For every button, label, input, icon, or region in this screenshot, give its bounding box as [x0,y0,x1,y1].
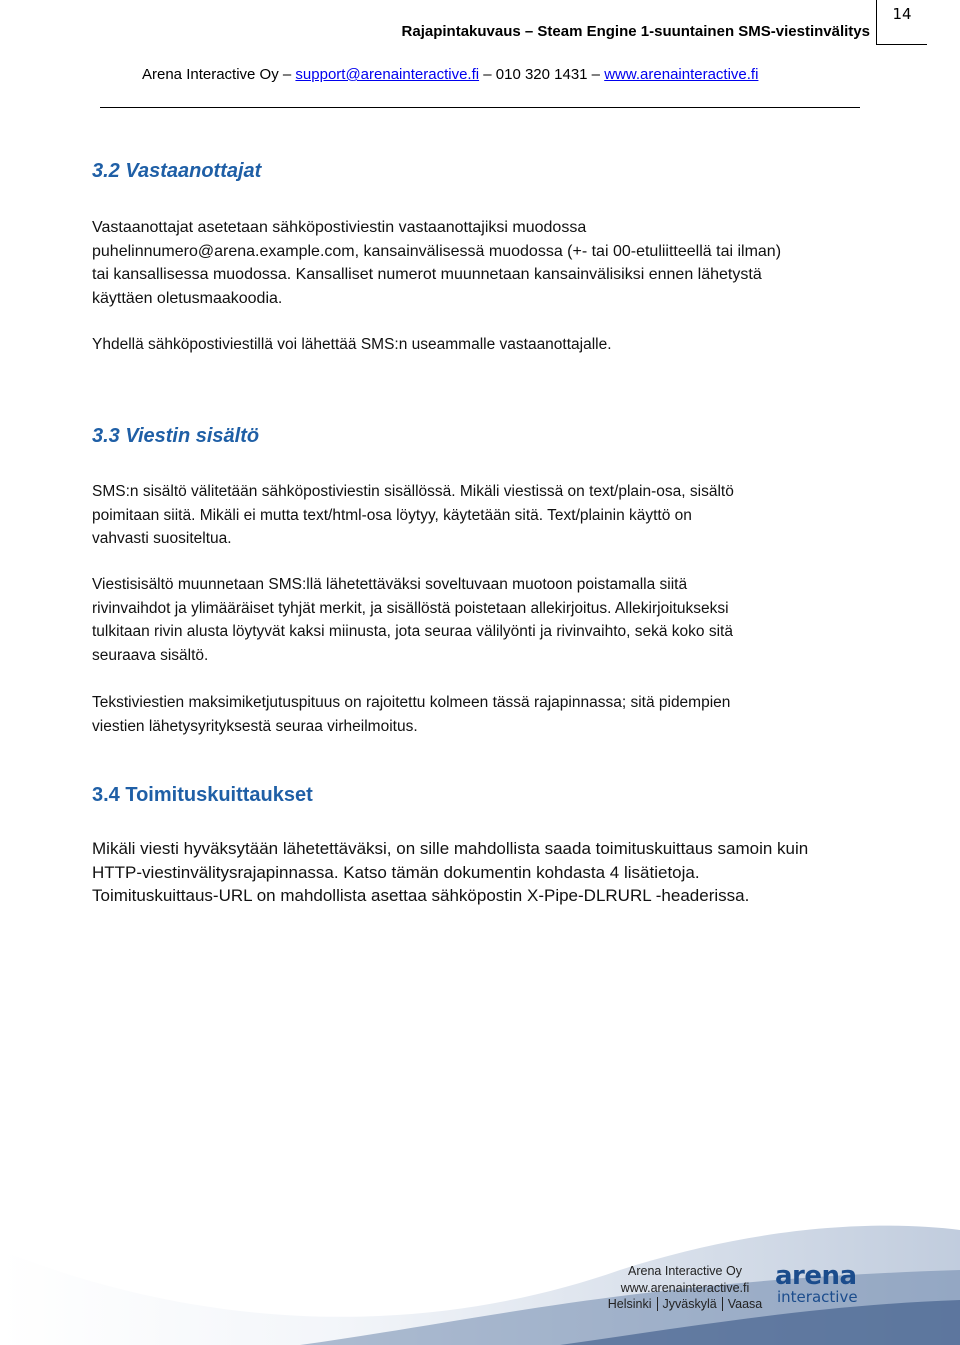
text-line: Vastaanottajat asetetaan sähköpostiviestin vastaanottajiksi muodossa [92,219,587,236]
logo-subtitle: interactive [777,1288,858,1306]
document-title: Rajapintakuvaus – Steam Engine 1-suuntainen SMS-viestinvälitys [401,23,870,40]
section-3-3-paragraph-2 [92,573,872,667]
section-3-2-paragraph-1 [92,216,872,310]
header-contact [142,66,758,83]
header-divider [100,107,860,108]
header-phone: – 010 320 1431 – [483,66,601,83]
section-heading-3-2: 3.2 Vastaanottajat [92,160,262,182]
footer-city: Helsinki [607,1297,652,1311]
text-line: viestien lähetysyrityksestä seuraa virheilmoitus. [92,717,418,735]
text-line: Viestisisältö muunnetaan SMS:llä lähetettäväksi soveltuvaan muotoon poistamalla siitä [92,576,688,593]
footer-website[interactable]: www.arenainteractive.fi [620,1280,750,1295]
footer-city-separator [657,1297,658,1311]
section-3-2-paragraph-2: Yhdellä sähköpostiviestillä voi lähettää SMS:n useammalle vastaanottajalle. [92,336,612,353]
footer-cities [600,1296,770,1313]
text-line: Tekstiviestien maksimiketjutuspituus on rajoitettu kolmeen tässä rajapinnassa; sitä pidempien [92,694,731,711]
text-line: puhelinnumero@arena.example.com, kansainvälisessä muodossa (+- tai 00-etuliitteellä tai ilman) [92,242,782,260]
page-number: 14 [876,0,927,45]
text-line: SMS:n sisältö välitetään sähköpostiviestin sisällössä. Mikäli viestissä on text/plain-osa, sisältö [92,483,734,500]
arena-interactive-logo [775,1261,870,1306]
section-heading-3-3: 3.3 Viestin sisältö [92,425,260,447]
header-company: Arena Interactive Oy – [142,66,292,83]
footer-city: Vaasa [727,1297,763,1311]
footer-company: Arena Interactive Oy [628,1264,742,1278]
header-website-link[interactable]: www.arenainteractive.fi [604,66,759,83]
header-email-link[interactable]: support@arenainteractive.fi [295,66,480,83]
text-line: tulkitaan rivin alusta löytyvät kaksi miinusta, jota seuraa välilyönti ja rivinvaihto, sekä koko sitä [92,623,733,640]
text-line: HTTP-viestinvälitysrajapinnassa. Katso tämän dokumentin kohdasta 4 lisätietoja. [92,862,700,882]
text-line: rivinvaihdot ja ylimääräiset tyhjät merkit, ja sisällöstä poistetaan allekirjoitus. Allekirjoitukseksi [92,599,729,617]
section-3-4-paragraph-1 [92,837,872,908]
footer-city: Jyväskylä [662,1297,717,1311]
text-line: tai kansallisessa muodossa. Kansalliset numerot muunnetaan kansainvälisiksi ennen lähetystä [92,266,762,283]
text-line: poimitaan siitä. Mikäli ei mutta text/html-osa löytyy, käytetään sitä. Text/plainin käyttö on [92,506,692,524]
footer-company-info [600,1263,770,1313]
text-line: Mikäli viesti hyväksytään lähetettäväksi, on sille mahdollista saada toimituskuittaus samoin kuin [92,839,809,858]
footer-city-separator [722,1297,723,1311]
text-line: vahvasti suositeltua. [92,530,232,547]
section-heading-3-4: 3.4 Toimituskuittaukset [92,784,313,806]
section-3-3-paragraph-3 [92,691,872,738]
text-line: seuraava sisältö. [92,646,209,664]
text-line: Toimituskuittaus-URL on mahdollista asettaa sähköpostin X-Pipe-DLRURL -headerissa. [92,886,750,905]
text-line: käyttäen oletusmaakoodia. [92,289,283,307]
section-3-3-paragraph-1 [92,480,872,551]
logo-word: arena [775,1261,857,1291]
